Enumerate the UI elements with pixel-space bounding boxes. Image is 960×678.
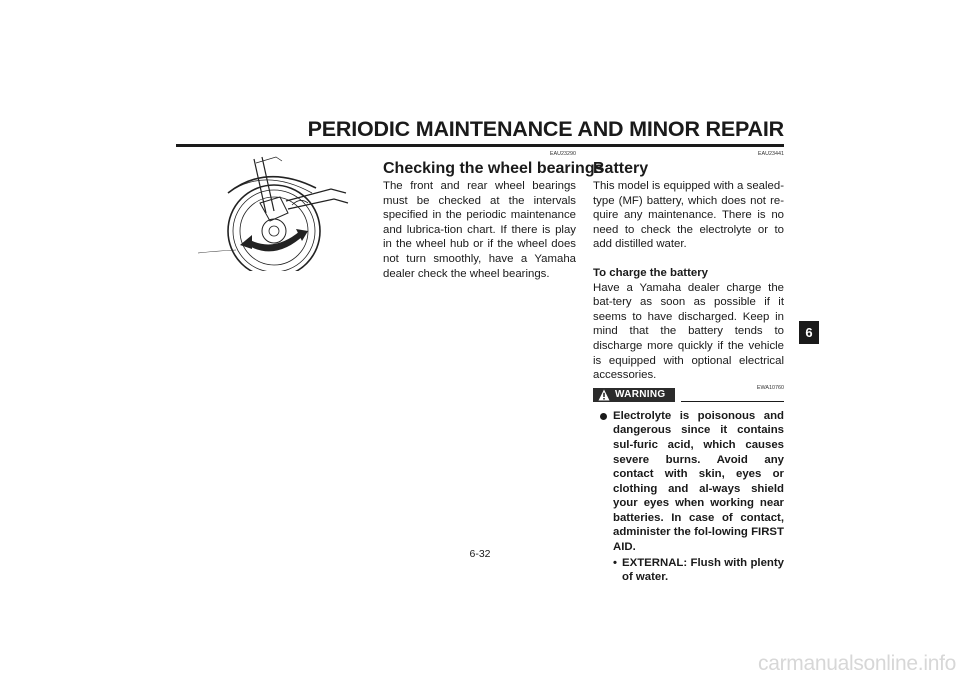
warning-badge	[593, 388, 675, 402]
warning-text: Electrolyte is poisonous and dangerous since it contains sul-furic acid, which causes severe burns. Avoid any contact with skin, eyes or clothing and al-ways shield your eyes when working near batteries. In case of contact, administer the fol-lowing FIRST AID.	[613, 409, 784, 554]
subheading: To charge the battery	[593, 266, 708, 279]
section-title: Checking the wheel bearings	[383, 160, 604, 177]
section-body: The front and rear wheel bearings must be checked at the intervals specified in the periodic maintenance and lubrica-tion chart. If there is play in the wheel hub or if the wheel does not turn smoothly, have a Yamaha dealer check the wheel bearings.	[383, 180, 576, 280]
section-code: EAU23290	[549, 151, 576, 157]
section-body-2: Have a Yamaha dealer charge the bat-tery as soon as possible if it seems to have discharged. Keep in mind that the battery tends to discharge more quickly if the vehicle is equipped with optional electrical accessories.	[593, 281, 784, 382]
warning-label: WARNING	[615, 388, 666, 400]
warning-rule	[681, 401, 784, 402]
bullet-icon	[600, 413, 607, 420]
warning-subitem-text: EXTERNAL: Flush with plenty of water.	[622, 556, 784, 584]
page-header-title: PERIODIC MAINTENANCE AND MINOR REPAIR	[307, 117, 784, 141]
warning-code: EWA10760	[756, 384, 784, 391]
section-body: This model is equipped with a sealed-type (MF) battery, which does not re-quire any maintenance. There is no need to check the electrolyte or to add distilled water.	[593, 180, 784, 251]
warning-triangle-icon	[598, 389, 610, 401]
chapter-tab: 6	[799, 321, 819, 344]
battery-section	[593, 151, 784, 585]
page-number: 6-32	[469, 548, 491, 560]
section-title: Battery	[593, 160, 649, 177]
bullet-icon: •	[613, 556, 617, 569]
warning-header	[593, 384, 784, 404]
wheel-bearing-illustration	[196, 153, 352, 271]
watermark: carmanualsonline.info	[758, 652, 956, 675]
section-code: EAU23441	[757, 151, 784, 157]
header-rule	[176, 144, 784, 147]
wheel-bearings-section	[383, 151, 604, 281]
warning-subitem	[613, 556, 784, 585]
